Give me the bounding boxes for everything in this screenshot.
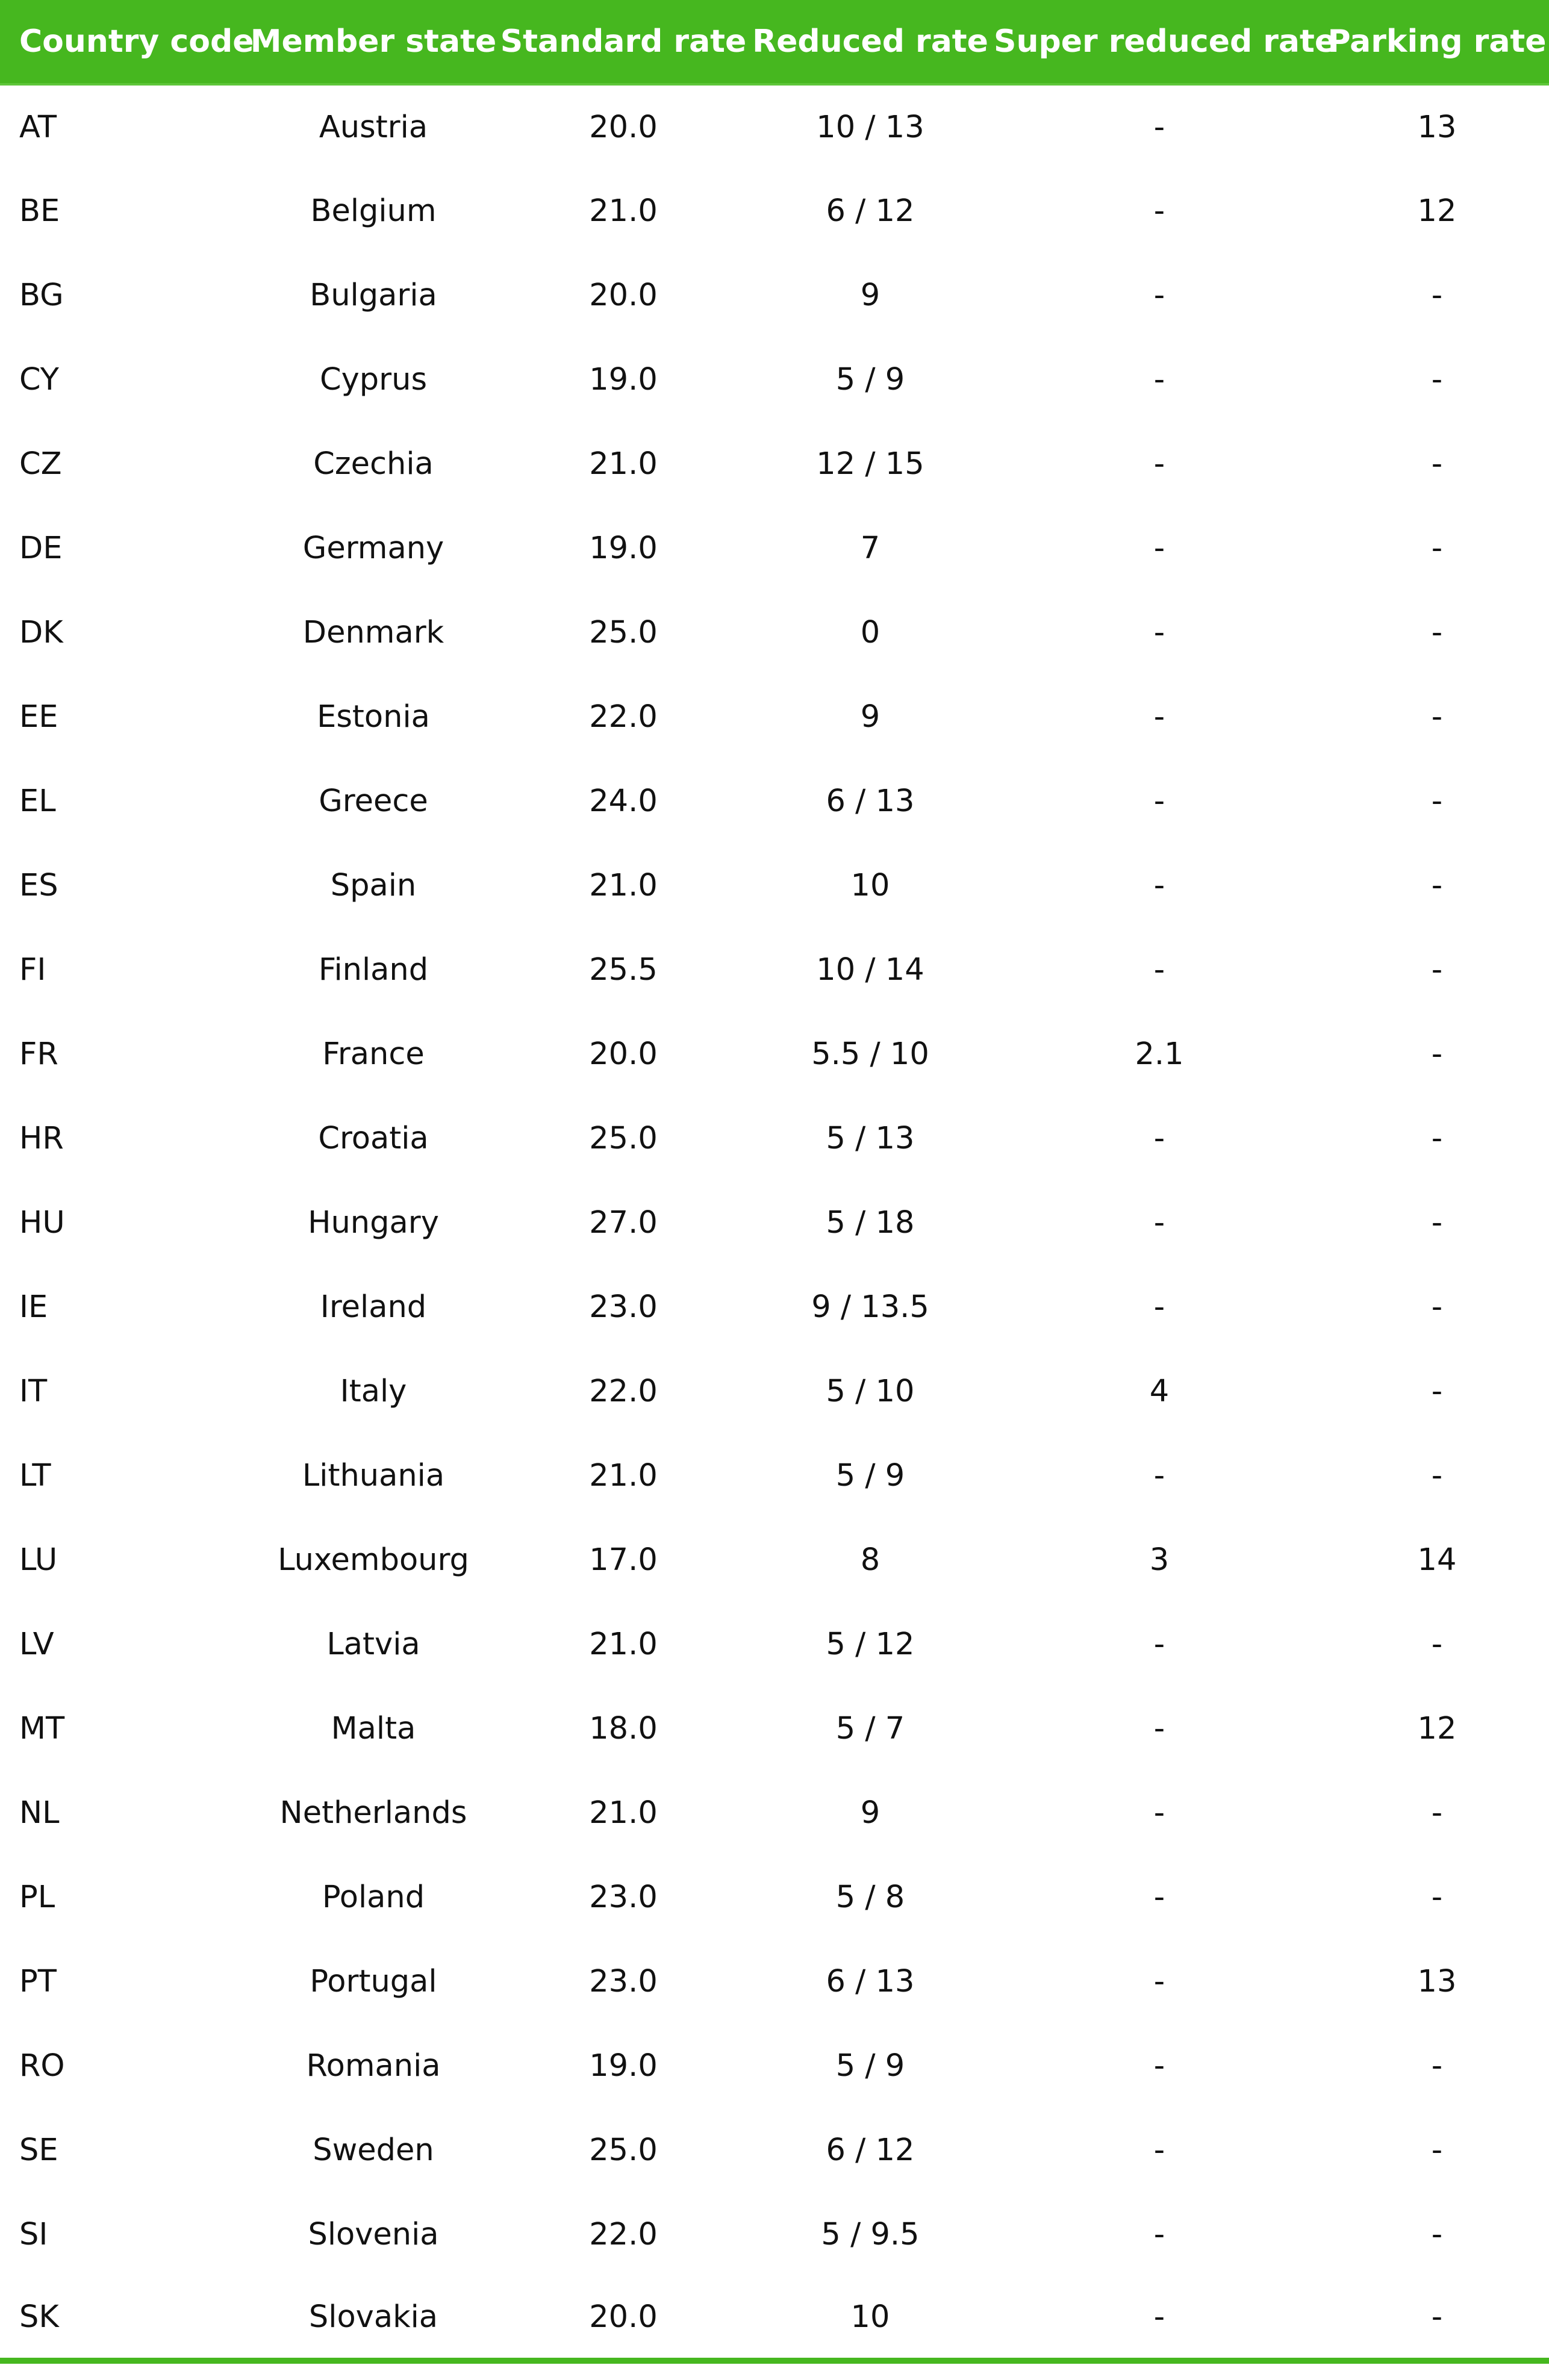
reduced-rate-cell: 10 bbox=[850, 867, 890, 903]
country-code-cell: HR bbox=[19, 1120, 64, 1156]
country-code-cell: AT bbox=[19, 109, 57, 145]
table-row bbox=[0, 1096, 1549, 1180]
reduced-rate-cell: 5 / 13 bbox=[826, 1120, 915, 1156]
super-reduced-rate-cell: - bbox=[1153, 361, 1165, 397]
table-row bbox=[0, 169, 1549, 253]
standard-rate-cell: 23.0 bbox=[589, 1879, 658, 1915]
table-row bbox=[0, 2192, 1549, 2276]
reduced-rate-cell: 5 / 18 bbox=[826, 1204, 915, 1241]
parking-rate-cell: 12 bbox=[1417, 193, 1457, 229]
reduced-rate-cell: 9 bbox=[860, 699, 880, 735]
country-code-cell: RO bbox=[19, 2048, 65, 2084]
member-state-cell: Netherlands bbox=[279, 1795, 467, 1831]
reduced-rate-cell: 10 bbox=[747, 2276, 994, 2361]
table-row bbox=[0, 1686, 1549, 1771]
reduced-rate-cell: 5 / 9 bbox=[835, 2048, 905, 2084]
parking-rate-cell: - bbox=[1325, 2276, 1549, 2361]
member-state-cell: Czechia bbox=[313, 446, 434, 482]
standard-rate-cell: 25.0 bbox=[589, 1120, 658, 1156]
parking-rate-cell: - bbox=[1431, 1204, 1443, 1241]
member-state-cell: Poland bbox=[322, 1879, 425, 1915]
member-state-cell: Hungary bbox=[308, 1204, 439, 1241]
parking-rate-cell: - bbox=[1431, 1120, 1443, 1156]
member-state-cell: Luxembourg bbox=[278, 1542, 469, 1578]
column-header-member-state[interactable]: Member state bbox=[247, 0, 500, 84]
table-row bbox=[0, 927, 1549, 1012]
parking-rate-cell: - bbox=[1431, 2048, 1443, 2084]
table-row bbox=[0, 1265, 1549, 1349]
column-header-country-code[interactable]: Country code bbox=[0, 0, 247, 84]
member-state-cell: Malta bbox=[331, 1710, 416, 1746]
table-row bbox=[0, 337, 1549, 422]
parking-rate-cell: - bbox=[1431, 2132, 1443, 2168]
parking-rate-cell: - bbox=[1431, 446, 1443, 482]
standard-rate-cell: 23.0 bbox=[589, 1289, 658, 1325]
member-state-cell: Estonia bbox=[317, 699, 430, 735]
country-code-cell: FR bbox=[19, 1036, 58, 1072]
super-reduced-rate-cell: - bbox=[1153, 867, 1165, 903]
standard-rate-cell: 20.0 bbox=[500, 2276, 747, 2361]
super-reduced-rate-cell: - bbox=[1153, 1963, 1165, 1999]
reduced-rate-cell: 12 / 15 bbox=[816, 446, 924, 482]
table-row bbox=[0, 253, 1549, 337]
super-reduced-rate-cell: - bbox=[1153, 109, 1165, 145]
country-code-cell: PL bbox=[19, 1879, 55, 1915]
parking-rate-cell: - bbox=[1431, 1457, 1443, 1494]
table-header bbox=[0, 0, 1549, 84]
super-reduced-rate-cell: - bbox=[1153, 1289, 1165, 1325]
member-state-cell: Romania bbox=[306, 2048, 441, 2084]
super-reduced-rate-cell: - bbox=[1153, 2132, 1165, 2168]
super-reduced-rate-cell: - bbox=[1153, 783, 1165, 819]
country-code-cell: MT bbox=[19, 1710, 65, 1746]
member-state-cell: Denmark bbox=[302, 614, 444, 650]
table-row bbox=[0, 2023, 1549, 2108]
country-code-cell: LV bbox=[19, 1626, 54, 1662]
member-state-cell: Bulgaria bbox=[310, 277, 437, 313]
super-reduced-rate-cell: 4 bbox=[1149, 1373, 1170, 1409]
table-row bbox=[0, 1939, 1549, 2023]
parking-rate-cell: - bbox=[1431, 1879, 1443, 1915]
reduced-rate-cell: 9 bbox=[860, 1795, 880, 1831]
reduced-rate-cell: 6 / 12 bbox=[826, 193, 915, 229]
standard-rate-cell: 20.0 bbox=[589, 1036, 658, 1072]
parking-rate-cell: - bbox=[1431, 1795, 1443, 1831]
member-state-cell: Spain bbox=[330, 867, 417, 903]
parking-rate-cell: - bbox=[1431, 1373, 1443, 1409]
reduced-rate-cell: 5 / 9.5 bbox=[821, 2216, 920, 2252]
reduced-rate-cell: 6 / 13 bbox=[826, 783, 915, 819]
parking-rate-cell: - bbox=[1431, 1289, 1443, 1325]
super-reduced-rate-cell: 3 bbox=[1149, 1542, 1170, 1578]
reduced-rate-cell: 9 bbox=[860, 277, 880, 313]
standard-rate-cell: 21.0 bbox=[589, 446, 658, 482]
parking-rate-cell: 13 bbox=[1417, 109, 1457, 145]
standard-rate-cell: 21.0 bbox=[589, 1457, 658, 1494]
country-code-cell: FI bbox=[19, 952, 46, 988]
super-reduced-rate-cell: - bbox=[1153, 1795, 1165, 1831]
country-code-cell: BE bbox=[19, 193, 60, 229]
table-row bbox=[0, 590, 1549, 674]
country-code-cell: CZ bbox=[19, 446, 62, 482]
super-reduced-rate-cell: - bbox=[1153, 1626, 1165, 1662]
standard-rate-cell: 25.0 bbox=[589, 2132, 658, 2168]
country-code-cell: LU bbox=[19, 1542, 58, 1578]
table-body bbox=[0, 84, 1549, 2361]
table-row bbox=[0, 1180, 1549, 1265]
table-row bbox=[0, 84, 1549, 169]
country-code-cell: IE bbox=[19, 1289, 48, 1325]
standard-rate-cell: 27.0 bbox=[589, 1204, 658, 1241]
table-row bbox=[0, 674, 1549, 759]
standard-rate-cell: 21.0 bbox=[589, 193, 658, 229]
super-reduced-rate-cell: 2.1 bbox=[1135, 1036, 1184, 1072]
parking-rate-cell: - bbox=[1431, 614, 1443, 650]
standard-rate-cell: 19.0 bbox=[589, 361, 658, 397]
parking-rate-cell: - bbox=[1431, 530, 1443, 566]
member-state-cell: Croatia bbox=[318, 1120, 429, 1156]
country-code-cell: EL bbox=[19, 783, 56, 819]
country-code-cell: DK bbox=[19, 614, 63, 650]
member-state-cell: Lithuania bbox=[302, 1457, 445, 1494]
parking-rate-cell: - bbox=[1431, 783, 1443, 819]
table-row bbox=[0, 2108, 1549, 2192]
reduced-rate-cell: 5 / 9 bbox=[835, 1457, 905, 1494]
reduced-rate-cell: 8 bbox=[860, 1542, 880, 1578]
table-row bbox=[0, 1855, 1549, 1939]
member-state-cell: Portugal bbox=[310, 1963, 437, 1999]
reduced-rate-cell: 0 bbox=[860, 614, 880, 650]
super-reduced-rate-cell: - bbox=[1153, 277, 1165, 313]
country-code-cell: PT bbox=[19, 1963, 57, 1999]
country-code-cell: LT bbox=[19, 1457, 51, 1494]
header-row bbox=[0, 0, 1549, 84]
standard-rate-cell: 25.0 bbox=[589, 614, 658, 650]
table-row bbox=[0, 1433, 1549, 1518]
parking-rate-cell: - bbox=[1431, 699, 1443, 735]
reduced-rate-cell: 5.5 / 10 bbox=[811, 1036, 929, 1072]
standard-rate-cell: 21.0 bbox=[589, 1626, 658, 1662]
standard-rate-cell: 18.0 bbox=[589, 1710, 658, 1746]
table-row bbox=[0, 1012, 1549, 1096]
table-row bbox=[0, 1518, 1549, 1602]
reduced-rate-cell: 7 bbox=[860, 530, 880, 566]
country-code-cell: BG bbox=[19, 277, 64, 313]
super-reduced-rate-cell: - bbox=[1153, 1204, 1165, 1241]
table-row bbox=[0, 1349, 1549, 1433]
table-row bbox=[0, 1602, 1549, 1686]
member-state-cell: Finland bbox=[318, 952, 429, 988]
country-code-cell: DE bbox=[19, 530, 63, 566]
country-code-cell: HU bbox=[19, 1204, 65, 1241]
super-reduced-rate-cell: - bbox=[1153, 1710, 1165, 1746]
standard-rate-cell: 19.0 bbox=[589, 2048, 658, 2084]
parking-rate-cell: 12 bbox=[1417, 1710, 1457, 1746]
reduced-rate-cell: 5 / 9 bbox=[835, 361, 905, 397]
country-code-cell: ES bbox=[19, 867, 58, 903]
standard-rate-cell: 22.0 bbox=[589, 699, 658, 735]
super-reduced-rate-cell: - bbox=[1153, 699, 1165, 735]
super-reduced-rate-cell: - bbox=[1153, 530, 1165, 566]
standard-rate-cell: 22.0 bbox=[589, 1373, 658, 1409]
table-row bbox=[0, 422, 1549, 506]
member-state-cell: France bbox=[322, 1036, 425, 1072]
country-code-cell: SI bbox=[19, 2216, 48, 2252]
country-code-cell: SK bbox=[0, 2276, 247, 2361]
standard-rate-cell: 21.0 bbox=[589, 1795, 658, 1831]
table-row bbox=[0, 506, 1549, 590]
standard-rate-cell: 21.0 bbox=[589, 867, 658, 903]
member-state-cell: Austria bbox=[319, 109, 428, 145]
super-reduced-rate-cell: - bbox=[1153, 614, 1165, 650]
parking-rate-cell: 13 bbox=[1417, 1963, 1457, 1999]
country-code-cell: IT bbox=[19, 1373, 48, 1409]
parking-rate-cell: - bbox=[1431, 867, 1443, 903]
reduced-rate-cell: 5 / 12 bbox=[826, 1626, 915, 1662]
super-reduced-rate-cell: - bbox=[1153, 2048, 1165, 2084]
reduced-rate-cell: 10 / 14 bbox=[816, 952, 924, 988]
parking-rate-cell: - bbox=[1431, 277, 1443, 313]
member-state-cell: Slovenia bbox=[308, 2216, 439, 2252]
table-row bbox=[0, 843, 1549, 927]
country-code-cell: NL bbox=[19, 1795, 60, 1831]
member-state-cell: Greece bbox=[319, 783, 428, 819]
member-state-cell: Ireland bbox=[320, 1289, 427, 1325]
column-header-reduced-rate[interactable]: Reduced rate bbox=[747, 0, 994, 84]
table-row bbox=[0, 2276, 1549, 2361]
standard-rate-cell: 17.0 bbox=[589, 1542, 658, 1578]
member-state-cell: Slovakia bbox=[247, 2276, 500, 2361]
reduced-rate-cell: 9 / 13.5 bbox=[811, 1289, 929, 1325]
standard-rate-cell: 20.0 bbox=[589, 277, 658, 313]
member-state-cell: Sweden bbox=[313, 2132, 434, 2168]
super-reduced-rate-cell: - bbox=[1153, 2216, 1165, 2252]
reduced-rate-cell: 6 / 12 bbox=[826, 2132, 915, 2168]
member-state-cell: Germany bbox=[302, 530, 444, 566]
super-reduced-rate-cell: - bbox=[1153, 1879, 1165, 1915]
parking-rate-cell: - bbox=[1431, 361, 1443, 397]
super-reduced-rate-cell: - bbox=[1153, 952, 1165, 988]
country-code-cell: SE bbox=[19, 2132, 58, 2168]
super-reduced-rate-cell: - bbox=[1153, 446, 1165, 482]
column-header-standard-rate[interactable]: Standard rate bbox=[500, 0, 747, 84]
standard-rate-cell: 19.0 bbox=[589, 530, 658, 566]
member-state-cell: Latvia bbox=[326, 1626, 420, 1662]
country-code-cell: CY bbox=[19, 361, 59, 397]
reduced-rate-cell: 5 / 8 bbox=[835, 1879, 905, 1915]
super-reduced-rate-cell: - bbox=[994, 2276, 1325, 2361]
parking-rate-cell: - bbox=[1431, 1626, 1443, 1662]
parking-rate-cell: 14 bbox=[1417, 1542, 1457, 1578]
column-header-parking-rate[interactable]: Parking rate bbox=[1325, 0, 1549, 84]
super-reduced-rate-cell: - bbox=[1153, 1457, 1165, 1494]
parking-rate-cell: - bbox=[1431, 952, 1443, 988]
member-state-cell: Belgium bbox=[310, 193, 437, 229]
table-row bbox=[0, 1771, 1549, 1855]
parking-rate-cell: - bbox=[1431, 2216, 1443, 2252]
member-state-cell: Cyprus bbox=[319, 361, 428, 397]
country-code-cell: EE bbox=[19, 699, 58, 735]
standard-rate-cell: 24.0 bbox=[589, 783, 658, 819]
column-header-super-reduced-rate[interactable]: Super reduced rate bbox=[994, 0, 1325, 84]
table-row bbox=[0, 759, 1549, 843]
standard-rate-cell: 25.5 bbox=[589, 952, 658, 988]
standard-rate-cell: 20.0 bbox=[589, 109, 658, 145]
reduced-rate-cell: 10 / 13 bbox=[816, 109, 924, 145]
standard-rate-cell: 23.0 bbox=[589, 1963, 658, 1999]
parking-rate-cell: - bbox=[1431, 1036, 1443, 1072]
reduced-rate-cell: 5 / 7 bbox=[835, 1710, 905, 1746]
super-reduced-rate-cell: - bbox=[1153, 1120, 1165, 1156]
reduced-rate-cell: 6 / 13 bbox=[826, 1963, 915, 1999]
super-reduced-rate-cell: - bbox=[1153, 193, 1165, 229]
member-state-cell: Italy bbox=[340, 1373, 407, 1409]
reduced-rate-cell: 5 / 10 bbox=[826, 1373, 915, 1409]
standard-rate-cell: 22.0 bbox=[589, 2216, 658, 2252]
